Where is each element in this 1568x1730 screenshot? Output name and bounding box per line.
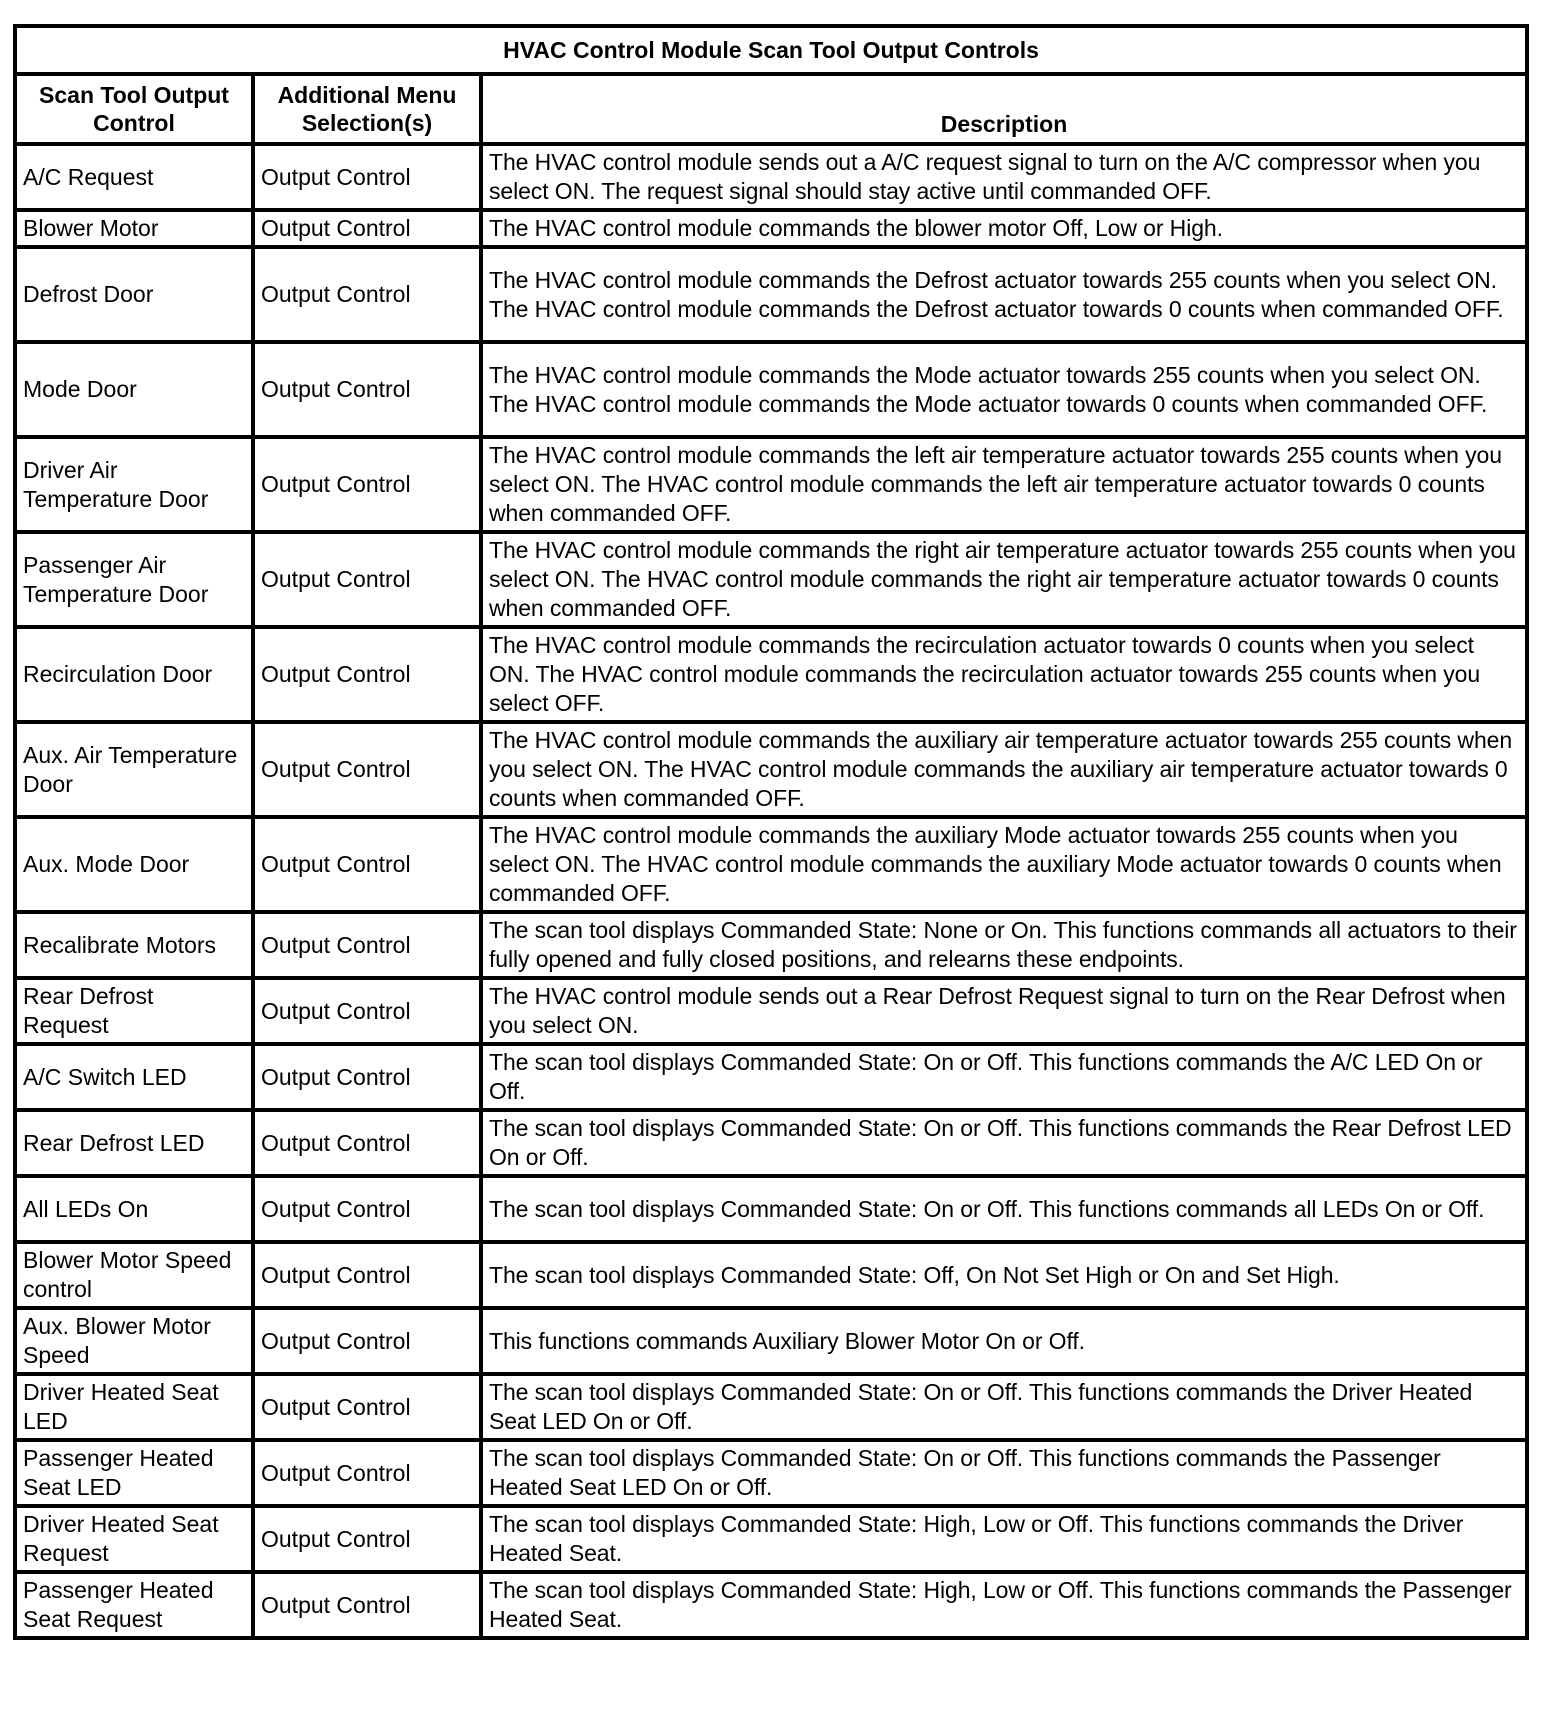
control-cell: Rear Defrost LED <box>15 1110 253 1176</box>
control-cell: Driver Heated Seat Request <box>15 1506 253 1572</box>
control-cell: Blower Motor Speed control <box>15 1242 253 1308</box>
description-cell: The HVAC control module commands the auxiliary Mode actuator towards 255 counts when you select ON. The HVAC control module commands the auxiliary Mode actuator towards 0 counts when commanded OFF. <box>481 817 1527 912</box>
table-row <box>15 1506 1527 1572</box>
control-cell: All LEDs On <box>15 1176 253 1242</box>
control-cell: Aux. Air Temperature Door <box>15 722 253 817</box>
table-row <box>15 247 1527 342</box>
menu-cell: Output Control <box>253 342 481 437</box>
description-cell: The scan tool displays Commanded State: On or Off. This functions commands the A/C LED On or Off. <box>481 1044 1527 1110</box>
table-row <box>15 627 1527 722</box>
control-cell: Recalibrate Motors <box>15 912 253 978</box>
table-row <box>15 912 1527 978</box>
description-cell: The HVAC control module commands the auxiliary air temperature actuator towards 255 counts when you select ON. The HVAC control module commands the auxiliary air temperature actuator towards 0 counts when commanded OFF. <box>481 722 1527 817</box>
description-cell: The HVAC control module commands the blower motor Off, Low or High. <box>481 210 1527 247</box>
menu-cell: Output Control <box>253 1308 481 1374</box>
column-header-row <box>15 74 1527 144</box>
table-row <box>15 1110 1527 1176</box>
description-cell: The scan tool displays Commanded State: High, Low or Off. This functions commands the Driver Heated Seat. <box>481 1506 1527 1572</box>
control-cell: Passenger Air Temperature Door <box>15 532 253 627</box>
description-cell: The HVAC control module commands the recirculation actuator towards 0 counts when you select ON. The HVAC control module commands the recirculation actuator towards 255 counts when you select OFF. <box>481 627 1527 722</box>
menu-cell: Output Control <box>253 1506 481 1572</box>
description-cell: This functions commands Auxiliary Blower Motor On or Off. <box>481 1308 1527 1374</box>
control-cell: Blower Motor <box>15 210 253 247</box>
description-cell: The HVAC control module sends out a A/C request signal to turn on the A/C compressor when you select ON. The request signal should stay active until commanded OFF. <box>481 144 1527 210</box>
menu-cell: Output Control <box>253 210 481 247</box>
table-row <box>15 978 1527 1044</box>
table-row <box>15 1308 1527 1374</box>
table-row <box>15 144 1527 210</box>
table-row <box>15 1176 1527 1242</box>
table-row <box>15 342 1527 437</box>
hvac-output-controls-table <box>13 24 1529 1640</box>
table-row <box>15 1374 1527 1440</box>
control-cell: A/C Request <box>15 144 253 210</box>
menu-cell: Output Control <box>253 437 481 532</box>
table-row <box>15 1572 1527 1638</box>
menu-cell: Output Control <box>253 978 481 1044</box>
description-cell: The scan tool displays Commanded State: On or Off. This functions commands all LEDs On or Off. <box>481 1176 1527 1242</box>
control-cell: Mode Door <box>15 342 253 437</box>
description-cell: The HVAC control module commands the Mode actuator towards 255 counts when you select ON. The HVAC control module commands the Mode actuator towards 0 counts when commanded OFF. <box>481 342 1527 437</box>
control-cell: Recirculation Door <box>15 627 253 722</box>
menu-cell: Output Control <box>253 1374 481 1440</box>
control-cell: Aux. Mode Door <box>15 817 253 912</box>
description-cell: The HVAC control module commands the right air temperature actuator towards 255 counts when you select ON. The HVAC control module commands the right air temperature actuator towards 0 counts when commanded OFF. <box>481 532 1527 627</box>
table-row <box>15 532 1527 627</box>
description-cell: The scan tool displays Commanded State: On or Off. This functions commands the Rear Defrost LED On or Off. <box>481 1110 1527 1176</box>
menu-cell: Output Control <box>253 1572 481 1638</box>
control-cell: A/C Switch LED <box>15 1044 253 1110</box>
table-title: HVAC Control Module Scan Tool Output Controls <box>15 26 1527 74</box>
description-cell: The HVAC control module commands the left air temperature actuator towards 255 counts when you select ON. The HVAC control module commands the left air temperature actuator towards 0 counts when commanded OFF. <box>481 437 1527 532</box>
description-cell: The scan tool displays Commanded State: Off, On Not Set High or On and Set High. <box>481 1242 1527 1308</box>
control-cell: Defrost Door <box>15 247 253 342</box>
menu-cell: Output Control <box>253 247 481 342</box>
menu-cell: Output Control <box>253 1242 481 1308</box>
control-cell: Driver Air Temperature Door <box>15 437 253 532</box>
table-row <box>15 722 1527 817</box>
description-cell: The scan tool displays Commanded State: High, Low or Off. This functions commands the Passenger Heated Seat. <box>481 1572 1527 1638</box>
description-cell: The scan tool displays Commanded State: None or On. This functions commands all actuators to their fully opened and fully closed positions, and relearns these endpoints. <box>481 912 1527 978</box>
table-row <box>15 210 1527 247</box>
menu-cell: Output Control <box>253 817 481 912</box>
description-cell: The HVAC control module commands the Defrost actuator towards 255 counts when you select ON. The HVAC control module commands the Defrost actuator towards 0 counts when commanded OFF. <box>481 247 1527 342</box>
menu-cell: Output Control <box>253 144 481 210</box>
menu-cell: Output Control <box>253 722 481 817</box>
menu-cell: Output Control <box>253 1044 481 1110</box>
control-cell: Driver Heated Seat LED <box>15 1374 253 1440</box>
description-cell: The scan tool displays Commanded State: On or Off. This functions commands the Driver Heated Seat LED On or Off. <box>481 1374 1527 1440</box>
description-cell: The scan tool displays Commanded State: On or Off. This functions commands the Passenger Heated Seat LED On or Off. <box>481 1440 1527 1506</box>
table-row <box>15 1044 1527 1110</box>
menu-cell: Output Control <box>253 912 481 978</box>
menu-cell: Output Control <box>253 1440 481 1506</box>
menu-cell: Output Control <box>253 1110 481 1176</box>
control-cell: Passenger Heated Seat LED <box>15 1440 253 1506</box>
table-row <box>15 1242 1527 1308</box>
menu-cell: Output Control <box>253 532 481 627</box>
column-header-control: Scan Tool Output Control <box>15 74 253 144</box>
table-row <box>15 1440 1527 1506</box>
table-title-row <box>15 26 1527 74</box>
menu-cell: Output Control <box>253 1176 481 1242</box>
table-row <box>15 437 1527 532</box>
control-cell: Aux. Blower Motor Speed <box>15 1308 253 1374</box>
description-cell: The HVAC control module sends out a Rear Defrost Request signal to turn on the Rear Defrost when you select ON. <box>481 978 1527 1044</box>
control-cell: Passenger Heated Seat Request <box>15 1572 253 1638</box>
table-row <box>15 817 1527 912</box>
control-cell: Rear Defrost Request <box>15 978 253 1044</box>
column-header-menu: Additional Menu Selection(s) <box>253 74 481 144</box>
column-header-description: Description <box>481 74 1527 144</box>
menu-cell: Output Control <box>253 627 481 722</box>
